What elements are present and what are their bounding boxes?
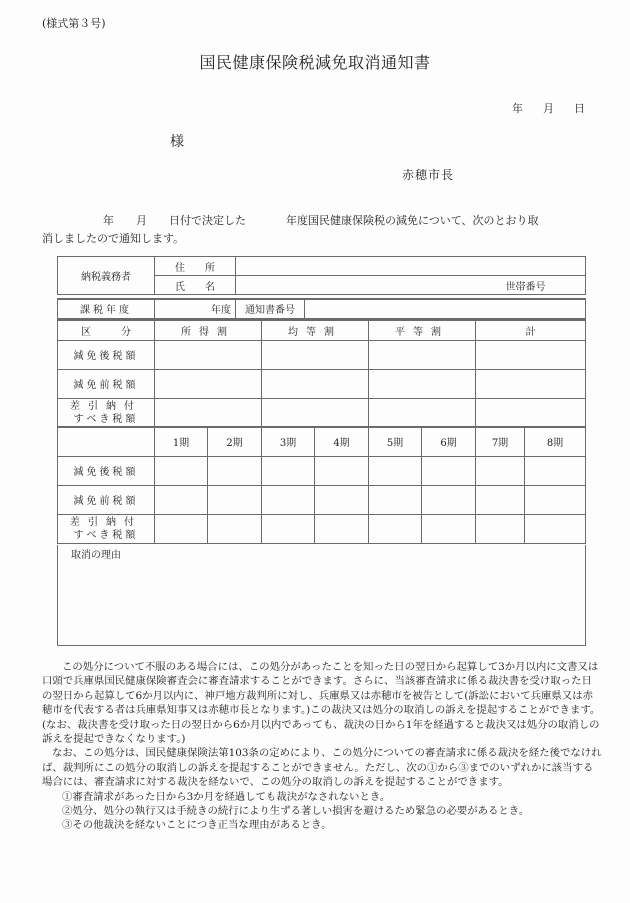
cell[interactable] bbox=[476, 369, 586, 398]
date-day: 日 bbox=[574, 102, 585, 115]
issue-date bbox=[512, 100, 585, 116]
date-year: 年 bbox=[512, 102, 523, 115]
appeal-notice bbox=[42, 660, 602, 833]
row-label-amount-due-line1: 差引納付 bbox=[70, 400, 142, 412]
address-label: 住 所 bbox=[155, 257, 236, 276]
cell[interactable] bbox=[422, 485, 476, 514]
cell[interactable] bbox=[476, 514, 525, 543]
appeal-item-1: ①審査請求があった日から3か月を経過しても裁決がなされないとき。 bbox=[62, 790, 391, 803]
appeal-paragraph-2: なお、この処分は、国民健康保険法第103条の定めにより、この処分についての審査請求に係る裁決を経た後でなければ、裁判所にこの処分の取消しの訴えを提起することができません。ただし、次の①から③までのいずれかに該当する場合には、審査請求に対する裁決を経ないで、この処分の取消しの訴えを提起することができます。 bbox=[42, 747, 602, 789]
appeal-paragraph-1: この処分について不服のある場合には、この処分があったことを知った日の翌日から起算して3か月以内に文書又は口頭で兵庫県国民健康保険審査会に審査請求することができます。さらに、当該審査請求に係る裁決書を受け取った日の翌日から起算して6か月以内に、神戸地方裁判所に対し、兵庫県又は赤穂市を被告として(訴訟において兵庫県又は赤穂市を代表する者は兵庫県知事又は赤穂市長となります。)この裁決又は処分の取消しの訴えを提起することができます。(なお、裁決書を受け取った日の翌日から6か月以内であっても、裁決の日から1年を経過すると裁決又は処分の取消しの訴えを提起できなくなります。) bbox=[42, 661, 601, 746]
cell[interactable] bbox=[525, 456, 586, 485]
cell[interactable] bbox=[262, 485, 315, 514]
row-label-amount-due bbox=[58, 398, 155, 427]
notice-number-field[interactable] bbox=[305, 299, 586, 318]
cell[interactable] bbox=[262, 514, 315, 543]
cell[interactable] bbox=[369, 340, 476, 369]
tax-year-label: 課税年度 bbox=[58, 299, 155, 318]
period-header: 6期 bbox=[422, 427, 476, 456]
taxpayer-table bbox=[57, 256, 586, 295]
intro-date-suffix: 日付で決定した bbox=[169, 214, 246, 227]
cell[interactable] bbox=[422, 456, 476, 485]
cell[interactable] bbox=[262, 369, 369, 398]
cell[interactable] bbox=[315, 514, 369, 543]
name-field[interactable] bbox=[236, 276, 586, 295]
tax-year-table bbox=[57, 298, 586, 319]
taxpayer-label: 納税義務者 bbox=[58, 257, 155, 295]
cell[interactable] bbox=[476, 456, 525, 485]
period-row-label-amount-due-line1: 差引納付 bbox=[70, 516, 142, 528]
cell[interactable] bbox=[525, 485, 586, 514]
intro-line2: 消しましたので通知します。 bbox=[42, 232, 185, 245]
period-header: 7期 bbox=[476, 427, 525, 456]
amounts-table bbox=[57, 319, 586, 428]
cell[interactable] bbox=[369, 514, 422, 543]
period-header: 1期 bbox=[155, 427, 208, 456]
cell[interactable] bbox=[262, 456, 315, 485]
period-header: 3期 bbox=[262, 427, 315, 456]
column-header-equal-per-household: 平等割 bbox=[369, 320, 476, 340]
column-header-total: 計 bbox=[476, 320, 586, 340]
appeal-item-2: ②処分、処分の執行又は手続きの続行により生ずる著しい損害を避けるため緊急の必要があるとき。 bbox=[62, 805, 530, 818]
row-label-before-reduction: 減免前税額 bbox=[58, 369, 155, 398]
cell[interactable] bbox=[476, 340, 586, 369]
period-row-label-amount-due-line2: すべき税額 bbox=[73, 529, 139, 541]
period-header: 2期 bbox=[208, 427, 262, 456]
row-label-amount-due-line2: すべき税額 bbox=[73, 413, 139, 425]
document-title: 国民健康保険税減免取消通知書 bbox=[199, 53, 431, 72]
category-header: 区 分 bbox=[58, 320, 155, 340]
address-field[interactable] bbox=[236, 257, 586, 276]
tax-year-field[interactable] bbox=[155, 299, 236, 318]
cell[interactable] bbox=[208, 485, 262, 514]
intro-year: 年 bbox=[103, 214, 114, 227]
household-number-label: 世帯番号 bbox=[505, 281, 546, 293]
cell[interactable] bbox=[315, 456, 369, 485]
cell[interactable] bbox=[369, 369, 476, 398]
cell[interactable] bbox=[525, 514, 586, 543]
cancellation-reason-label: 取消の理由 bbox=[71, 550, 121, 561]
addressee-suffix: 様 bbox=[170, 134, 184, 150]
appeal-item-3: ③その他裁決を経ないことにつき正当な理由があるとき。 bbox=[62, 819, 332, 832]
period-header: 8期 bbox=[525, 427, 586, 456]
cell[interactable] bbox=[155, 398, 262, 427]
cell[interactable] bbox=[155, 514, 208, 543]
cell[interactable] bbox=[422, 514, 476, 543]
cell[interactable] bbox=[208, 514, 262, 543]
cell[interactable] bbox=[208, 456, 262, 485]
cell[interactable] bbox=[262, 340, 369, 369]
cell[interactable] bbox=[315, 485, 369, 514]
cell[interactable] bbox=[369, 456, 422, 485]
cell[interactable] bbox=[369, 485, 422, 514]
intro-text bbox=[42, 212, 539, 248]
intro-month: 月 bbox=[136, 214, 147, 227]
period-header: 5期 bbox=[369, 427, 422, 456]
cell[interactable] bbox=[155, 369, 262, 398]
column-header-income: 所得割 bbox=[155, 320, 262, 340]
year-suffix: 年度 bbox=[211, 305, 231, 317]
period-row-label-before-reduction: 減免前税額 bbox=[58, 485, 155, 514]
period-header-blank bbox=[58, 427, 155, 456]
cell[interactable] bbox=[476, 485, 525, 514]
period-row-label-after-reduction: 減免後税額 bbox=[58, 456, 155, 485]
periods-table bbox=[57, 426, 586, 544]
cell[interactable] bbox=[476, 398, 586, 427]
cell[interactable] bbox=[155, 456, 208, 485]
name-label: 氏 名 bbox=[155, 276, 236, 295]
cell[interactable] bbox=[155, 485, 208, 514]
row-label-after-reduction: 減免後税額 bbox=[58, 340, 155, 369]
intro-text-rest: 年度国民健康保険税の減免について、次のとおり取 bbox=[286, 214, 539, 227]
notice-number-label: 通知書番号 bbox=[236, 299, 305, 318]
form-number: (様式第３号) bbox=[42, 17, 106, 30]
column-header-equal-per-capita: 均等割 bbox=[262, 320, 369, 340]
issuer: 赤穂市長 bbox=[402, 168, 455, 182]
cell[interactable] bbox=[262, 398, 369, 427]
cell[interactable] bbox=[155, 340, 262, 369]
period-row-label-amount-due bbox=[58, 514, 155, 543]
period-header: 4期 bbox=[315, 427, 369, 456]
cell[interactable] bbox=[369, 398, 476, 427]
cancellation-reason-box[interactable] bbox=[57, 545, 586, 646]
date-month: 月 bbox=[543, 102, 554, 115]
